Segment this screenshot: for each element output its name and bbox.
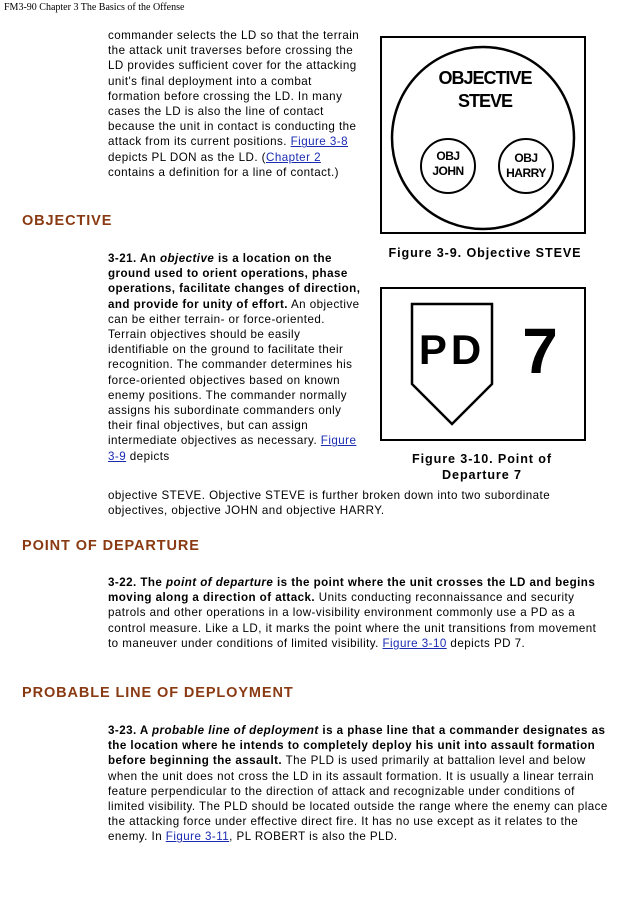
objective-paragraph-continued: objective STEVE. Objective STEVE is further broken down into two subordinate objectives, objective JOHN and objective HARRY.: [108, 489, 551, 518]
term-objective: objective: [159, 252, 215, 265]
obj-harry-label-1: OBJ: [514, 151, 538, 165]
figure-3-9: [380, 36, 586, 234]
pd-number: 7: [522, 315, 558, 387]
figure-3-10-caption-line-1: Figure 3-10. Point of: [412, 452, 552, 466]
probable-line-of-deployment-paragraph: 3-23. A probable line of deployment is a phase line that a commander designates as the location where he intends to completely deploy his unit into assault formation before beginning the assault. The PLD is used primarily at battalion level and below when the unit does not cross the LD in its assault formation. It is usually a linear terrain feature perpendicular to the direction of attack and recognizable under conditions of limited visibility. The PLD should be located outside the range where the enemy can place the attacking force under effective direct fire. It has no use except as it relates to the enemy. In Figure 3-11, PL ROBERT is also the PLD.: [108, 724, 608, 844]
intro-text-3: contains a definition for a line of contact.): [108, 165, 339, 179]
para-3-22-number: 3-22.: [108, 576, 137, 589]
obj-john-label-1: OBJ: [436, 149, 460, 163]
term-probable-line-of-deployment: probable line of deployment: [152, 724, 319, 737]
chapter-2-link[interactable]: Chapter 2: [266, 150, 321, 164]
point-of-departure-heading: POINT OF DEPARTURE: [22, 538, 200, 554]
objective-steve-label-2: STEVE: [457, 91, 513, 111]
objective-definition: is a location on the ground used to orient operations, phase operations, facilitate changes of direction, and provide for unity of effort.: [108, 252, 361, 311]
figure-3-10: [380, 287, 586, 441]
page-header: FM3-90 Chapter 3 The Basics of the Offense: [4, 2, 185, 13]
term-point-of-departure: point of departure: [166, 576, 274, 589]
objective-steve-label-1: OBJECTIVE: [438, 68, 532, 88]
obj-john-label-2: JOHN: [432, 164, 464, 178]
figure-3-10-caption-line-2: Departure 7: [442, 468, 522, 482]
pd-label: PD: [418, 326, 486, 373]
figure-3-8-link[interactable]: Figure 3-8: [290, 135, 348, 149]
figure-3-9-caption: Figure 3-9. Objective STEVE: [388, 246, 582, 260]
pd-7-graphic: [382, 289, 584, 439]
objective-steve-graphic: [382, 38, 584, 232]
para-3-21-number: 3-21.: [108, 252, 137, 265]
objective-heading: OBJECTIVE: [22, 213, 113, 229]
objective-paragraph: 3-21. An objective is a location on the ground used to orient operations, phase operations, facilitate changes of direction, and provide for unity of effort. An objective can be either terrain- or force-oriented. Terrain objectives should be easily identifiable on the ground to facilitate their recognition. The commander determines his force-oriented objectives based on known enemy positions. The commander normally assigns his subordinate commanders only their final objectives, but can assign intermediate objectives as necessary. Figure 3-9 depicts: [108, 252, 361, 463]
figure-3-10-link[interactable]: Figure 3-10: [382, 636, 447, 650]
probable-line-of-deployment-heading: PROBABLE LINE OF DEPLOYMENT: [22, 685, 294, 701]
probable-line-of-deployment-definition: is a phase line that a commander designates as the location where he intends to completely deploy his unit into assault formation before beginning the assault.: [108, 724, 606, 768]
para-3-23-number: 3-23.: [108, 724, 137, 737]
intro-text-2: depicts PL DON as the LD. (: [108, 150, 266, 164]
figure-3-9-link[interactable]: Figure 3-9: [108, 434, 357, 463]
figure-3-11-link[interactable]: Figure 3-11: [165, 830, 230, 844]
intro-paragraph: [108, 28, 366, 180]
point-of-departure-paragraph: 3-22. The point of departure is the point where the unit crosses the LD and begins moving along a direction of attack. Units conducting reconnaissance and security patrols and other operations in a low-visibility environment commonly use a PD as a control measure. Like a LD, it marks the point where the unit transitions from movement to maneuver under conditions of limited visibility. Figure 3-10 depicts PD 7.: [108, 576, 597, 650]
figure-3-10-caption: [378, 451, 586, 483]
intro-text-1: commander selects the LD so that the terrain the attack unit traverses before crossing the LD provides sufficient cover for the attacking unit's final deployment into a combat formation before crossing the LD. In many cases the LD is also the line of contact because the unit in contact is conducting the attack from its current positions.: [108, 29, 360, 149]
obj-harry-label-2: HARRY: [506, 166, 546, 180]
point-of-departure-definition: is the point where the unit crosses the LD and begins moving along a direction of attack.: [108, 576, 596, 605]
